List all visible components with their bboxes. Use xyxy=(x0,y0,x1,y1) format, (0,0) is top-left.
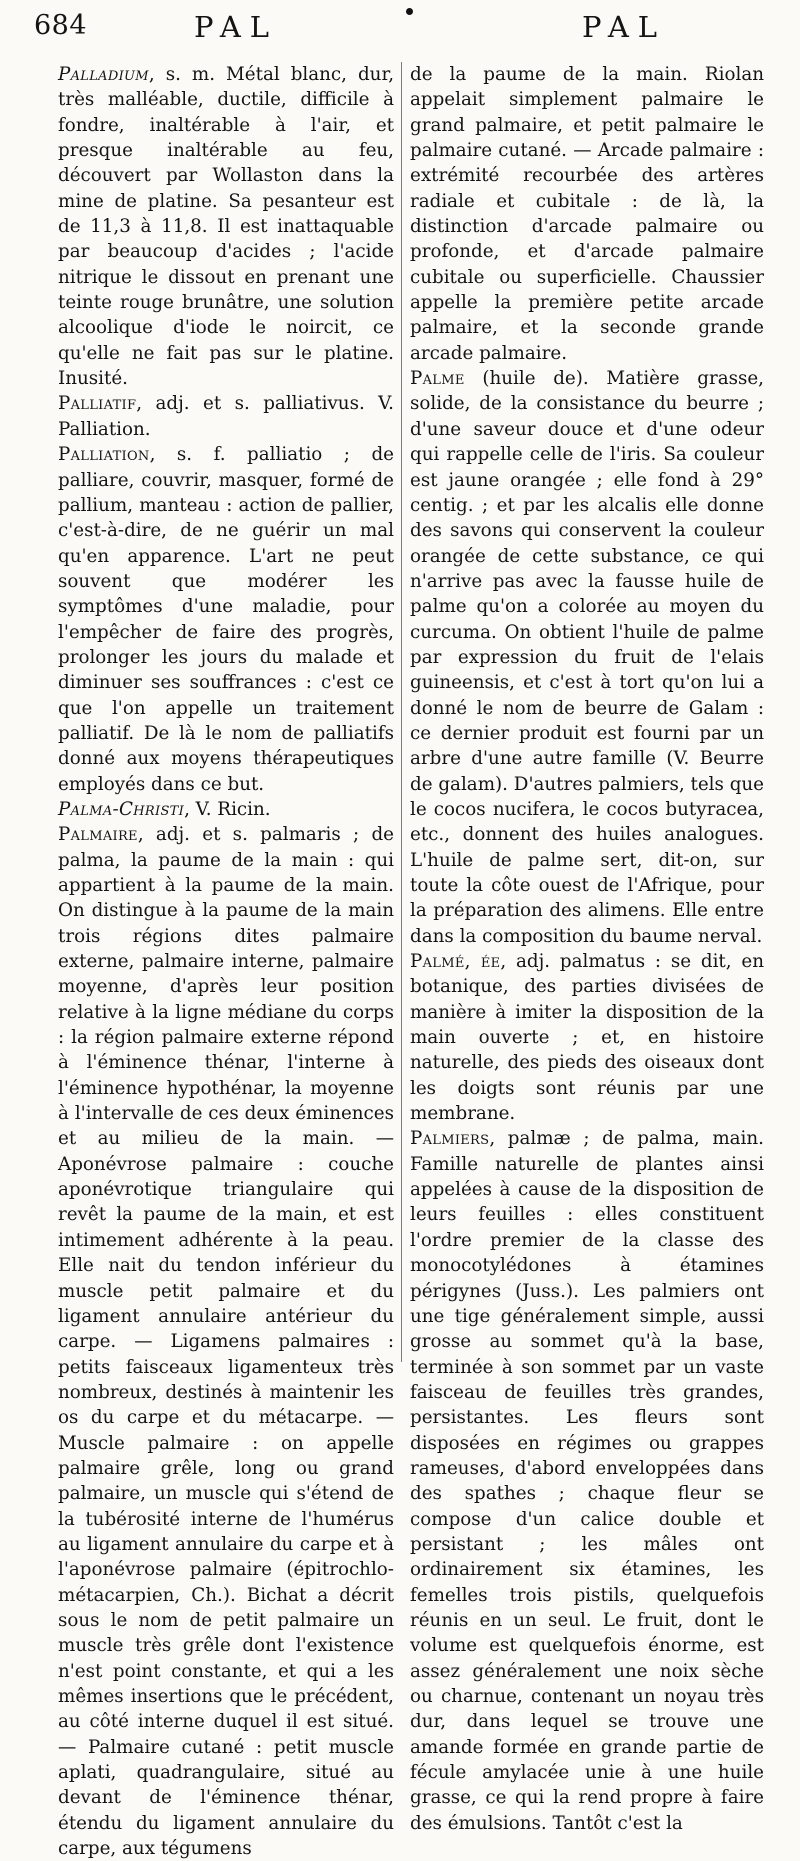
entry-palladium xyxy=(58,62,394,391)
entry-palme xyxy=(410,366,764,949)
headword: Palliatif xyxy=(58,393,137,415)
headword: Palladium xyxy=(58,64,149,85)
entry-palliatif xyxy=(58,391,394,442)
headword: Palmiers xyxy=(410,1128,490,1150)
entry-palme-adj xyxy=(410,949,764,1126)
page-number: 684 xyxy=(34,10,88,41)
entry-palliation xyxy=(58,442,394,797)
running-head-right: PAL xyxy=(582,10,667,44)
entry-palmaire-continued xyxy=(410,62,764,366)
entry-text: , V. Ricin. xyxy=(184,798,271,820)
running-head-left: PAL xyxy=(194,10,279,44)
headword: Palmaire xyxy=(58,824,138,846)
entry-text: , s. f. palliatio ; de palliare, couvrir, masquer, formé de pallium, manteau : action de pallier, c'est-à-dire, de ne guérir un mal qu'en apparence. L'art ne peut souvent que modérer les symptômes d'une maladie, pour l'empêcher de faire des progrès, prolonger les jours du malade et diminuer ses souffrances : c'est ce que l'on appelle un traitement palliatif. De là le nom de palliatifs donné aux moyens thérapeutiques employés dans ce but. xyxy=(58,444,394,795)
entry-text: , adj. palmatus : se dit, en botanique, des parties divisées de manière à imiter la disposition de la main ouverte ; et, en histoire naturelle, des pieds des oiseaux dont les doigts sont réunis par une membrane. xyxy=(410,951,764,1125)
left-column xyxy=(58,62,394,1861)
entry-palmaire xyxy=(58,822,394,1861)
entry-text: , palmæ ; de palma, main. Famille naturelle de plantes ainsi appelées à cause de la disposition de leurs feuilles : elles constituent l'ordre premier de la classe des monocotylédones à étamines périgynes (Juss.). Les palmiers ont une tige généralement simple, aussi grosse au sommet qu'à la base, terminée à son sommet par un vaste faisceau de feuilles très grandes, persistantes. Les fleurs sont disposées en régimes ou grappes rameuses, d'abord enveloppées dans des spathes ; chaque fleur se compose d'un calice double et persistant ; les mâles ont ordinairement six étamines, les femelles trois pistils, quelquefois réunis en un seul. Le fruit, dont le volume est quelquefois énorme, est assez généralement une noix sèche ou charnue, contenant un noyau très dur, dans lequel se trouve une amande formée en grande partie de fécule amylacée unie à une huile grasse, ce qui la rend propre à faire des émulsions. Tantôt c'est la xyxy=(410,1128,764,1834)
column-divider xyxy=(401,62,402,1362)
entry-text: , adj. et s. palliativus. V. Palliation. xyxy=(58,393,394,440)
headword: Palliation xyxy=(58,444,150,466)
ink-mark xyxy=(406,8,413,15)
headword: Palmé, ée xyxy=(410,951,501,973)
headword: Palma-Christi xyxy=(58,798,185,820)
entry-palma-christi xyxy=(58,797,394,822)
right-column xyxy=(410,62,764,1836)
entry-text: (huile de). Matière grasse, solide, de la consistance du beurre ; d'une saveur douce et d'une odeur qui rappelle celle de l'iris. Sa couleur est jaune orangée ; elle fond à 29° centig. ; et par les alcalis elle donne des savons qui conservent la couleur orangée de cette substance, ce qui n'arrive pas avec la fausse huile de palme qu'on a colorée au moyen du curcuma. On obtient l'huile de palme par expression du fruit de l'elais guineensis, et c'est à tort qu'on lui a donné le nom de beurre de Galam : ce dernier produit est fourni par un arbre d'une autre famille (V. Beurre de galam). D'autres palmiers, tels que le cocos nucifera, le cocos butyracea, etc., donnent des huiles analogues. L'huile de palme sert, dit-on, sur toute la côte ouest de l'Afrique, pour la préparation des alimens. Elle entre dans la composition du baume nerval. xyxy=(410,368,764,947)
entry-palmiers xyxy=(410,1126,764,1836)
entry-text: , s. m. Métal blanc, dur, très malléable, ductile, difficile à fondre, inaltérable à l'air, et presque inaltérable au feu, découvert par Wollaston dans la mine de platine. Sa pesanteur est de 11,3 à 11,8. Il est inattaquable par beaucoup d'acides ; l'acide nitrique le dissout en prenant une teinte rouge brunâtre, une solution alcoolique d'iode le noircit, ce qu'elle ne fait pas sur le platine. Inusité. xyxy=(58,64,394,390)
headword: Palme xyxy=(410,368,465,390)
page-header xyxy=(34,10,780,56)
entry-text: , adj. et s. palmaris ; de palma, la paume de la main : qui appartient à la paume de la main. On distingue à la paume de la main trois régions dites palmaire externe, palmaire interne, palmaire moyenne, d'après leur position relative à la ligne médiane du corps : la région palmaire externe répond à l'éminence thénar, l'interne à l'éminence hypothénar, la moyenne à l'intervalle de ces deux éminences et au milieu de la main. — Aponévrose palmaire : couche aponévrotique triangulaire qui revêt la paume de la main, et est intimement adhérente à la peau. Elle nait du tendon inférieur du muscle petit palmaire et du ligament annulaire antérieur du carpe. — Ligamens palmaires : petits faisceaux ligamenteux très nombreux, destinés à maintenir les os du carpe et du métacarpe. — Muscle palmaire : on appelle palmaire grêle, long ou grand palmaire, un muscle qui s'étend de la tubérosité interne de l'humérus au ligament annulaire du carpe et à l'aponévrose palmaire (épitrochlo-métacarpien, Ch.). Bichat a décrit sous le nom de petit palmaire un muscle très grêle dont l'existence n'est point constante, et qui a les mêmes insertions que le précédent, au côté interne duquel il est situé. — Palmaire cutané : petit muscle aplati, quadrangulaire, situé au devant de l'éminence thénar, étendu du ligament annulaire du carpe, aux tégumens xyxy=(58,824,394,1860)
entry-text: de la paume de la main. Riolan appelait simplement palmaire le grand palmaire, et petit palmaire le palmaire cutané. — Arcade palmaire : extrémité recourbée des artères radiale et cubitale : de là, la distinction d'arcade palmaire ou profonde, et d'arcade palmaire cubitale ou superficielle. Chaussier appelle la première petite arcade palmaire, et la seconde grande arcade palmaire. xyxy=(410,64,764,364)
